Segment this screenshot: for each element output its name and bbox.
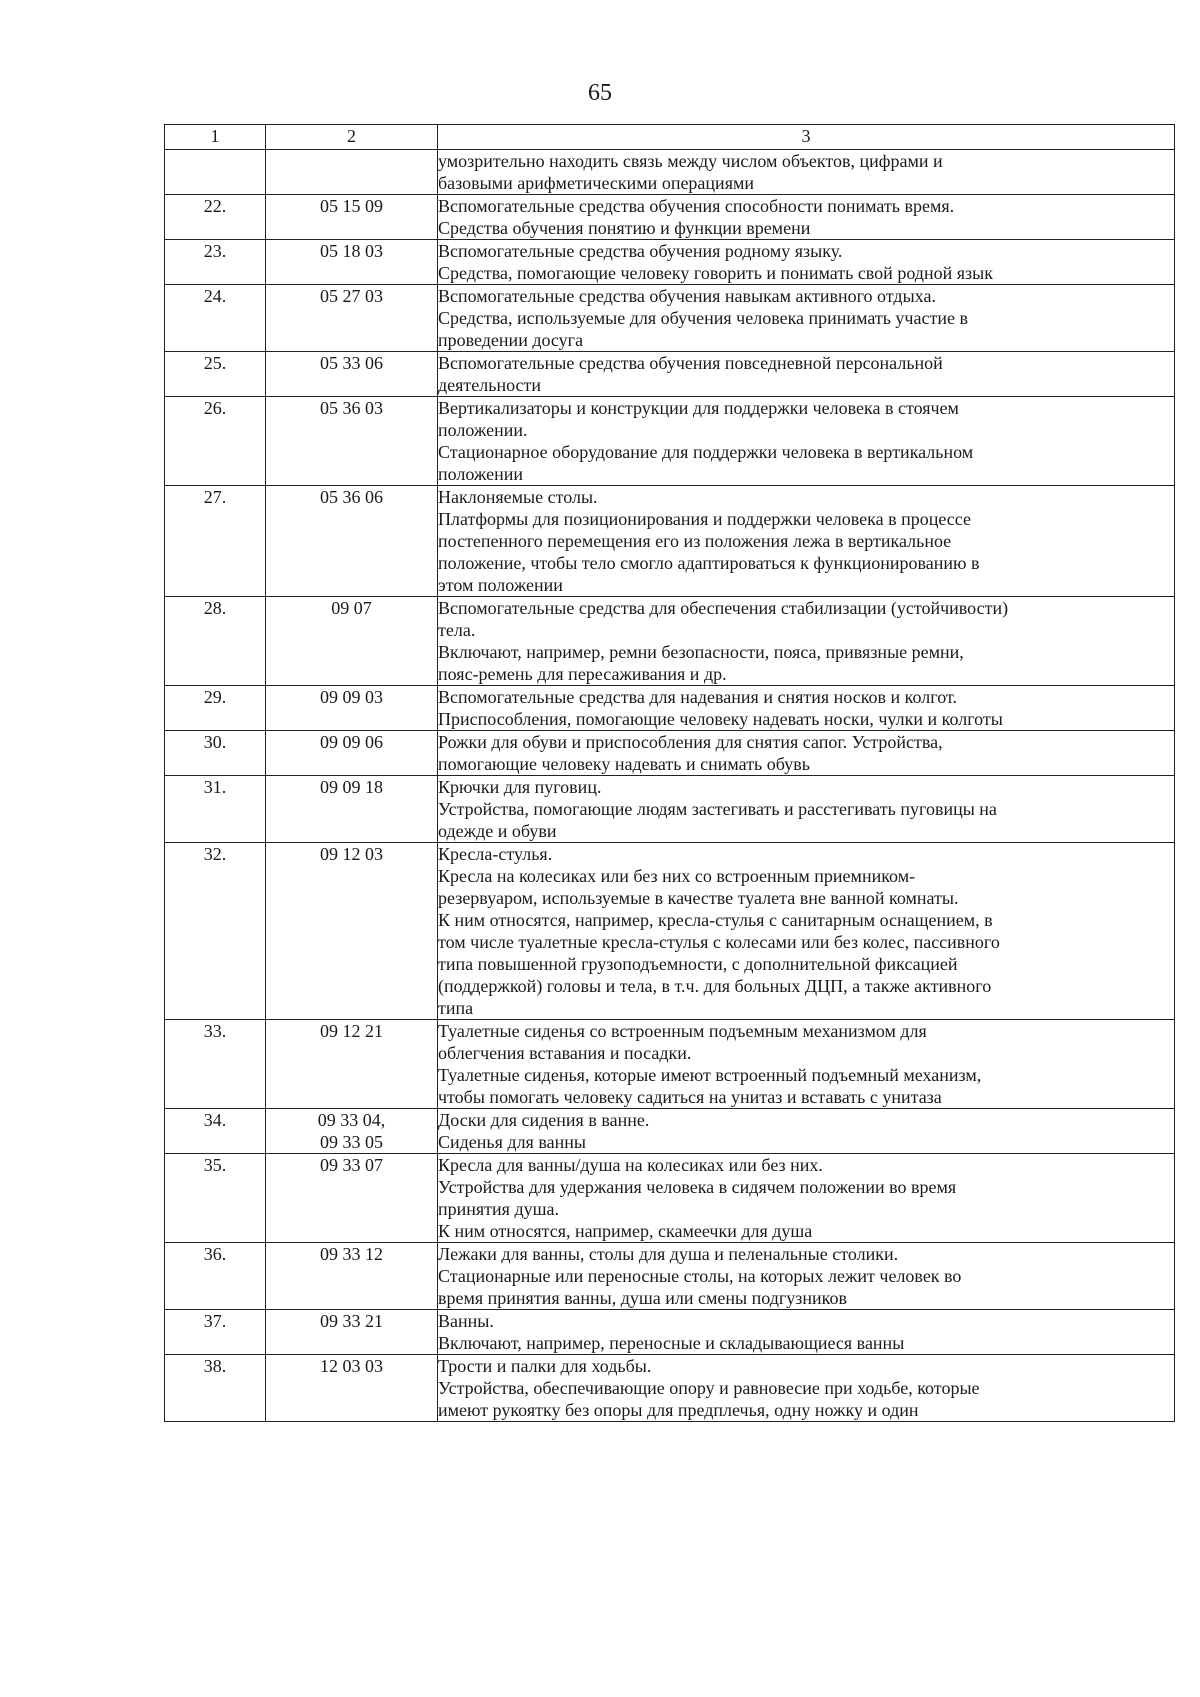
- table-row: [165, 195, 1175, 240]
- device-description: [438, 397, 1175, 486]
- table-row: [165, 150, 1175, 195]
- code-line: 09 09 06: [320, 732, 383, 752]
- description-line: облегчения вставания и посадки.: [438, 1043, 692, 1063]
- row-number: 33.: [165, 1020, 266, 1109]
- device-description: [438, 150, 1175, 195]
- row-number: 37.: [165, 1310, 266, 1355]
- description-line: время принятия ванны, душа или смены подгузников: [438, 1288, 847, 1308]
- description-line: Крючки для пуговиц.: [438, 777, 602, 797]
- device-description: [438, 1109, 1175, 1154]
- table-row: [165, 597, 1175, 686]
- description-line: Платформы для позиционирования и поддержки человека в процессе: [438, 509, 971, 529]
- description-line: К ним относятся, например, кресла-стулья с санитарным оснащением, в: [438, 910, 993, 930]
- row-number: 23.: [165, 240, 266, 285]
- description-line: Устройства, обеспечивающие опору и равновесие при ходьбе, которые: [438, 1378, 980, 1398]
- description-line: положении: [438, 464, 524, 484]
- description-line: Трости и палки для ходьбы.: [438, 1356, 652, 1376]
- classification-code: [266, 486, 438, 597]
- device-description: [438, 686, 1175, 731]
- table-header: [165, 125, 1175, 150]
- code-line: 09 33 07: [320, 1155, 383, 1175]
- table-row: [165, 776, 1175, 843]
- code-line: 09 33 04,: [317, 1110, 386, 1130]
- description-line: Средства обучения понятию и функции времени: [438, 218, 811, 238]
- description-line: Вспомогательные средства для надевания и снятия носков и колгот.: [438, 687, 957, 707]
- description-line: базовыми арифметическими операциями: [438, 173, 754, 193]
- description-line: Туалетные сиденья, которые имеют встроенный подъемный механизм,: [438, 1065, 982, 1085]
- description-line: Лежаки для ванны, столы для душа и пеленальные столики.: [438, 1244, 899, 1264]
- description-line: К ним относятся, например, скамеечки для душа: [438, 1221, 813, 1241]
- description-line: деятельности: [438, 375, 542, 395]
- table-row: [165, 285, 1175, 352]
- row-number: 28.: [165, 597, 266, 686]
- code-line: 12 03 03: [320, 1356, 383, 1376]
- description-line: Вспомогательные средства для обеспечения стабилизации (устойчивости): [438, 598, 1009, 618]
- description-line: Вспомогательные средства обучения повседневной персональной: [438, 353, 943, 373]
- description-line: том числе туалетные кресла-стулья с колесами или без колес, пассивного: [438, 932, 1000, 952]
- description-line: принятия душа.: [438, 1199, 559, 1219]
- assistive-devices-table: [164, 124, 1175, 1422]
- code-line: 09 12 21: [320, 1021, 383, 1041]
- description-line: Стационарные или переносные столы, на которых лежит человек во: [438, 1266, 962, 1286]
- description-line: одежде и обуви: [438, 821, 557, 841]
- device-description: [438, 731, 1175, 776]
- code-line: 09 33 21: [320, 1311, 383, 1331]
- description-line: постепенного перемещения его из положения лежа в вертикальное: [438, 531, 952, 551]
- device-description: [438, 1243, 1175, 1310]
- row-number: 29.: [165, 686, 266, 731]
- description-line: резервуаром, используемые в качестве туалета вне ванной комнаты.: [438, 888, 959, 908]
- code-line: 05 18 03: [320, 241, 383, 261]
- table-row: [165, 731, 1175, 776]
- device-description: [438, 1020, 1175, 1109]
- code-line: 05 15 09: [320, 196, 383, 216]
- device-description: [438, 486, 1175, 597]
- description-line: Приспособления, помогающие человеку надевать носки, чулки и колготы: [438, 709, 1003, 729]
- classification-code: [266, 1020, 438, 1109]
- table-row: [165, 486, 1175, 597]
- row-number: 36.: [165, 1243, 266, 1310]
- description-line: помогающие человеку надевать и снимать обувь: [438, 754, 810, 774]
- code-line: 09 09 18: [320, 777, 383, 797]
- code-line: 09 09 03: [320, 687, 383, 707]
- table-row: [165, 397, 1175, 486]
- classification-code: [266, 285, 438, 352]
- description-line: Средства, помогающие человеку говорить и понимать свой родной язык: [438, 263, 993, 283]
- description-line: имеют рукоятку без опоры для предплечья, одну ножку и один: [438, 1400, 919, 1420]
- row-number: 30.: [165, 731, 266, 776]
- classification-code: [266, 731, 438, 776]
- description-line: Устройства для удержания человека в сидячем положении во время: [438, 1177, 957, 1197]
- column-header-code: 2: [266, 125, 438, 150]
- classification-code: [266, 397, 438, 486]
- description-line: Устройства, помогающие людям застегивать и расстегивать пуговицы на: [438, 799, 997, 819]
- classification-code: [266, 1109, 438, 1154]
- description-line: Наклоняемые столы.: [438, 487, 598, 507]
- device-description: [438, 1154, 1175, 1243]
- device-description: [438, 195, 1175, 240]
- description-line: Стационарное оборудование для поддержки человека в вертикальном: [438, 442, 974, 462]
- description-line: Доски для сидения в ванне.: [438, 1110, 650, 1130]
- code-line: 05 33 06: [320, 353, 383, 373]
- column-header-description: 3: [438, 125, 1175, 150]
- classification-code: [266, 597, 438, 686]
- device-description: [438, 240, 1175, 285]
- description-line: тела.: [438, 620, 476, 640]
- classification-code: [266, 150, 438, 195]
- row-number: 26.: [165, 397, 266, 486]
- row-number: 22.: [165, 195, 266, 240]
- classification-code: [266, 843, 438, 1020]
- row-number: 25.: [165, 352, 266, 397]
- device-description: [438, 776, 1175, 843]
- description-line: типа: [438, 998, 474, 1018]
- row-number: [165, 150, 266, 195]
- description-line: Рожки для обуви и приспособления для снятия сапог. Устройства,: [438, 732, 943, 752]
- device-description: [438, 843, 1175, 1020]
- table-row: [165, 1109, 1175, 1154]
- classification-code: [266, 352, 438, 397]
- description-line: чтобы помогать человеку садиться на унитаз и вставать с унитаза: [438, 1087, 942, 1107]
- table-row: [165, 1020, 1175, 1109]
- description-line: Сиденья для ванны: [438, 1132, 586, 1152]
- code-line: 05 27 03: [320, 286, 383, 306]
- table-row: [165, 1355, 1175, 1422]
- code-line: 05 36 06: [320, 487, 383, 507]
- row-number: 35.: [165, 1154, 266, 1243]
- classification-code: [266, 240, 438, 285]
- description-line: Кресла на колесиках или без них со встроенным приемником-: [438, 866, 916, 886]
- table-row: [165, 843, 1175, 1020]
- classification-code: [266, 776, 438, 843]
- description-line: Кресла-стулья.: [438, 844, 553, 864]
- classification-code: [266, 1355, 438, 1422]
- device-description: [438, 352, 1175, 397]
- classification-code: [266, 195, 438, 240]
- classification-code: [266, 686, 438, 731]
- description-line: проведении досуга: [438, 330, 584, 350]
- description-line: пояс-ремень для пересаживания и др.: [438, 664, 727, 684]
- description-line: типа повышенной грузоподъемности, с дополнительной фиксацией: [438, 954, 958, 974]
- table-row: [165, 1243, 1175, 1310]
- description-line: Включают, например, переносные и складывающиеся ванны: [438, 1333, 905, 1353]
- page-number: 65: [588, 80, 612, 106]
- code-line: 09 33 12: [320, 1244, 383, 1264]
- table-row: [165, 1310, 1175, 1355]
- row-number: 32.: [165, 843, 266, 1020]
- row-number: 38.: [165, 1355, 266, 1422]
- classification-code: [266, 1310, 438, 1355]
- device-description: [438, 1355, 1175, 1422]
- description-line: Ванны.: [438, 1311, 494, 1331]
- description-line: положение, чтобы тело смогло адаптироваться к функционированию в: [438, 553, 980, 573]
- row-number: 24.: [165, 285, 266, 352]
- classification-code: [266, 1243, 438, 1310]
- description-line: Вспомогательные средства обучения родному языку.: [438, 241, 843, 261]
- classification-code: [266, 1154, 438, 1243]
- description-line: умозрительно находить связь между числом объектов, цифрами и: [438, 151, 943, 171]
- description-line: Вертикализаторы и конструкции для поддержки человека в стоячем: [438, 398, 959, 418]
- table-row: [165, 1154, 1175, 1243]
- device-description: [438, 1310, 1175, 1355]
- code-line: 09 33 05: [320, 1132, 383, 1152]
- description-line: положении.: [438, 420, 528, 440]
- row-number: 27.: [165, 486, 266, 597]
- code-line: 09 12 03: [320, 844, 383, 864]
- device-description: [438, 597, 1175, 686]
- table-row: [165, 686, 1175, 731]
- description-line: этом положении: [438, 575, 563, 595]
- description-line: Вспомогательные средства обучения навыкам активного отдыха.: [438, 286, 936, 306]
- code-line: 05 36 03: [320, 398, 383, 418]
- description-line: Кресла для ванны/душа на колесиках или без них.: [438, 1155, 823, 1175]
- description-line: Включают, например, ремни безопасности, пояса, привязные ремни,: [438, 642, 964, 662]
- description-line: Средства, используемые для обучения человека принимать участие в: [438, 308, 968, 328]
- table-row: [165, 240, 1175, 285]
- row-number: 31.: [165, 776, 266, 843]
- code-line: 09 07: [331, 598, 372, 618]
- description-line: Туалетные сиденья со встроенным подъемным механизмом для: [438, 1021, 927, 1041]
- description-line: Вспомогательные средства обучения способности понимать время.: [438, 196, 955, 216]
- description-line: (поддержкой) головы и тела, в т.ч. для больных ДЦП, а также активного: [438, 976, 992, 996]
- row-number: 34.: [165, 1109, 266, 1154]
- table-row: [165, 352, 1175, 397]
- column-header-number: 1: [165, 125, 266, 150]
- device-description: [438, 285, 1175, 352]
- table-body: [165, 150, 1175, 1422]
